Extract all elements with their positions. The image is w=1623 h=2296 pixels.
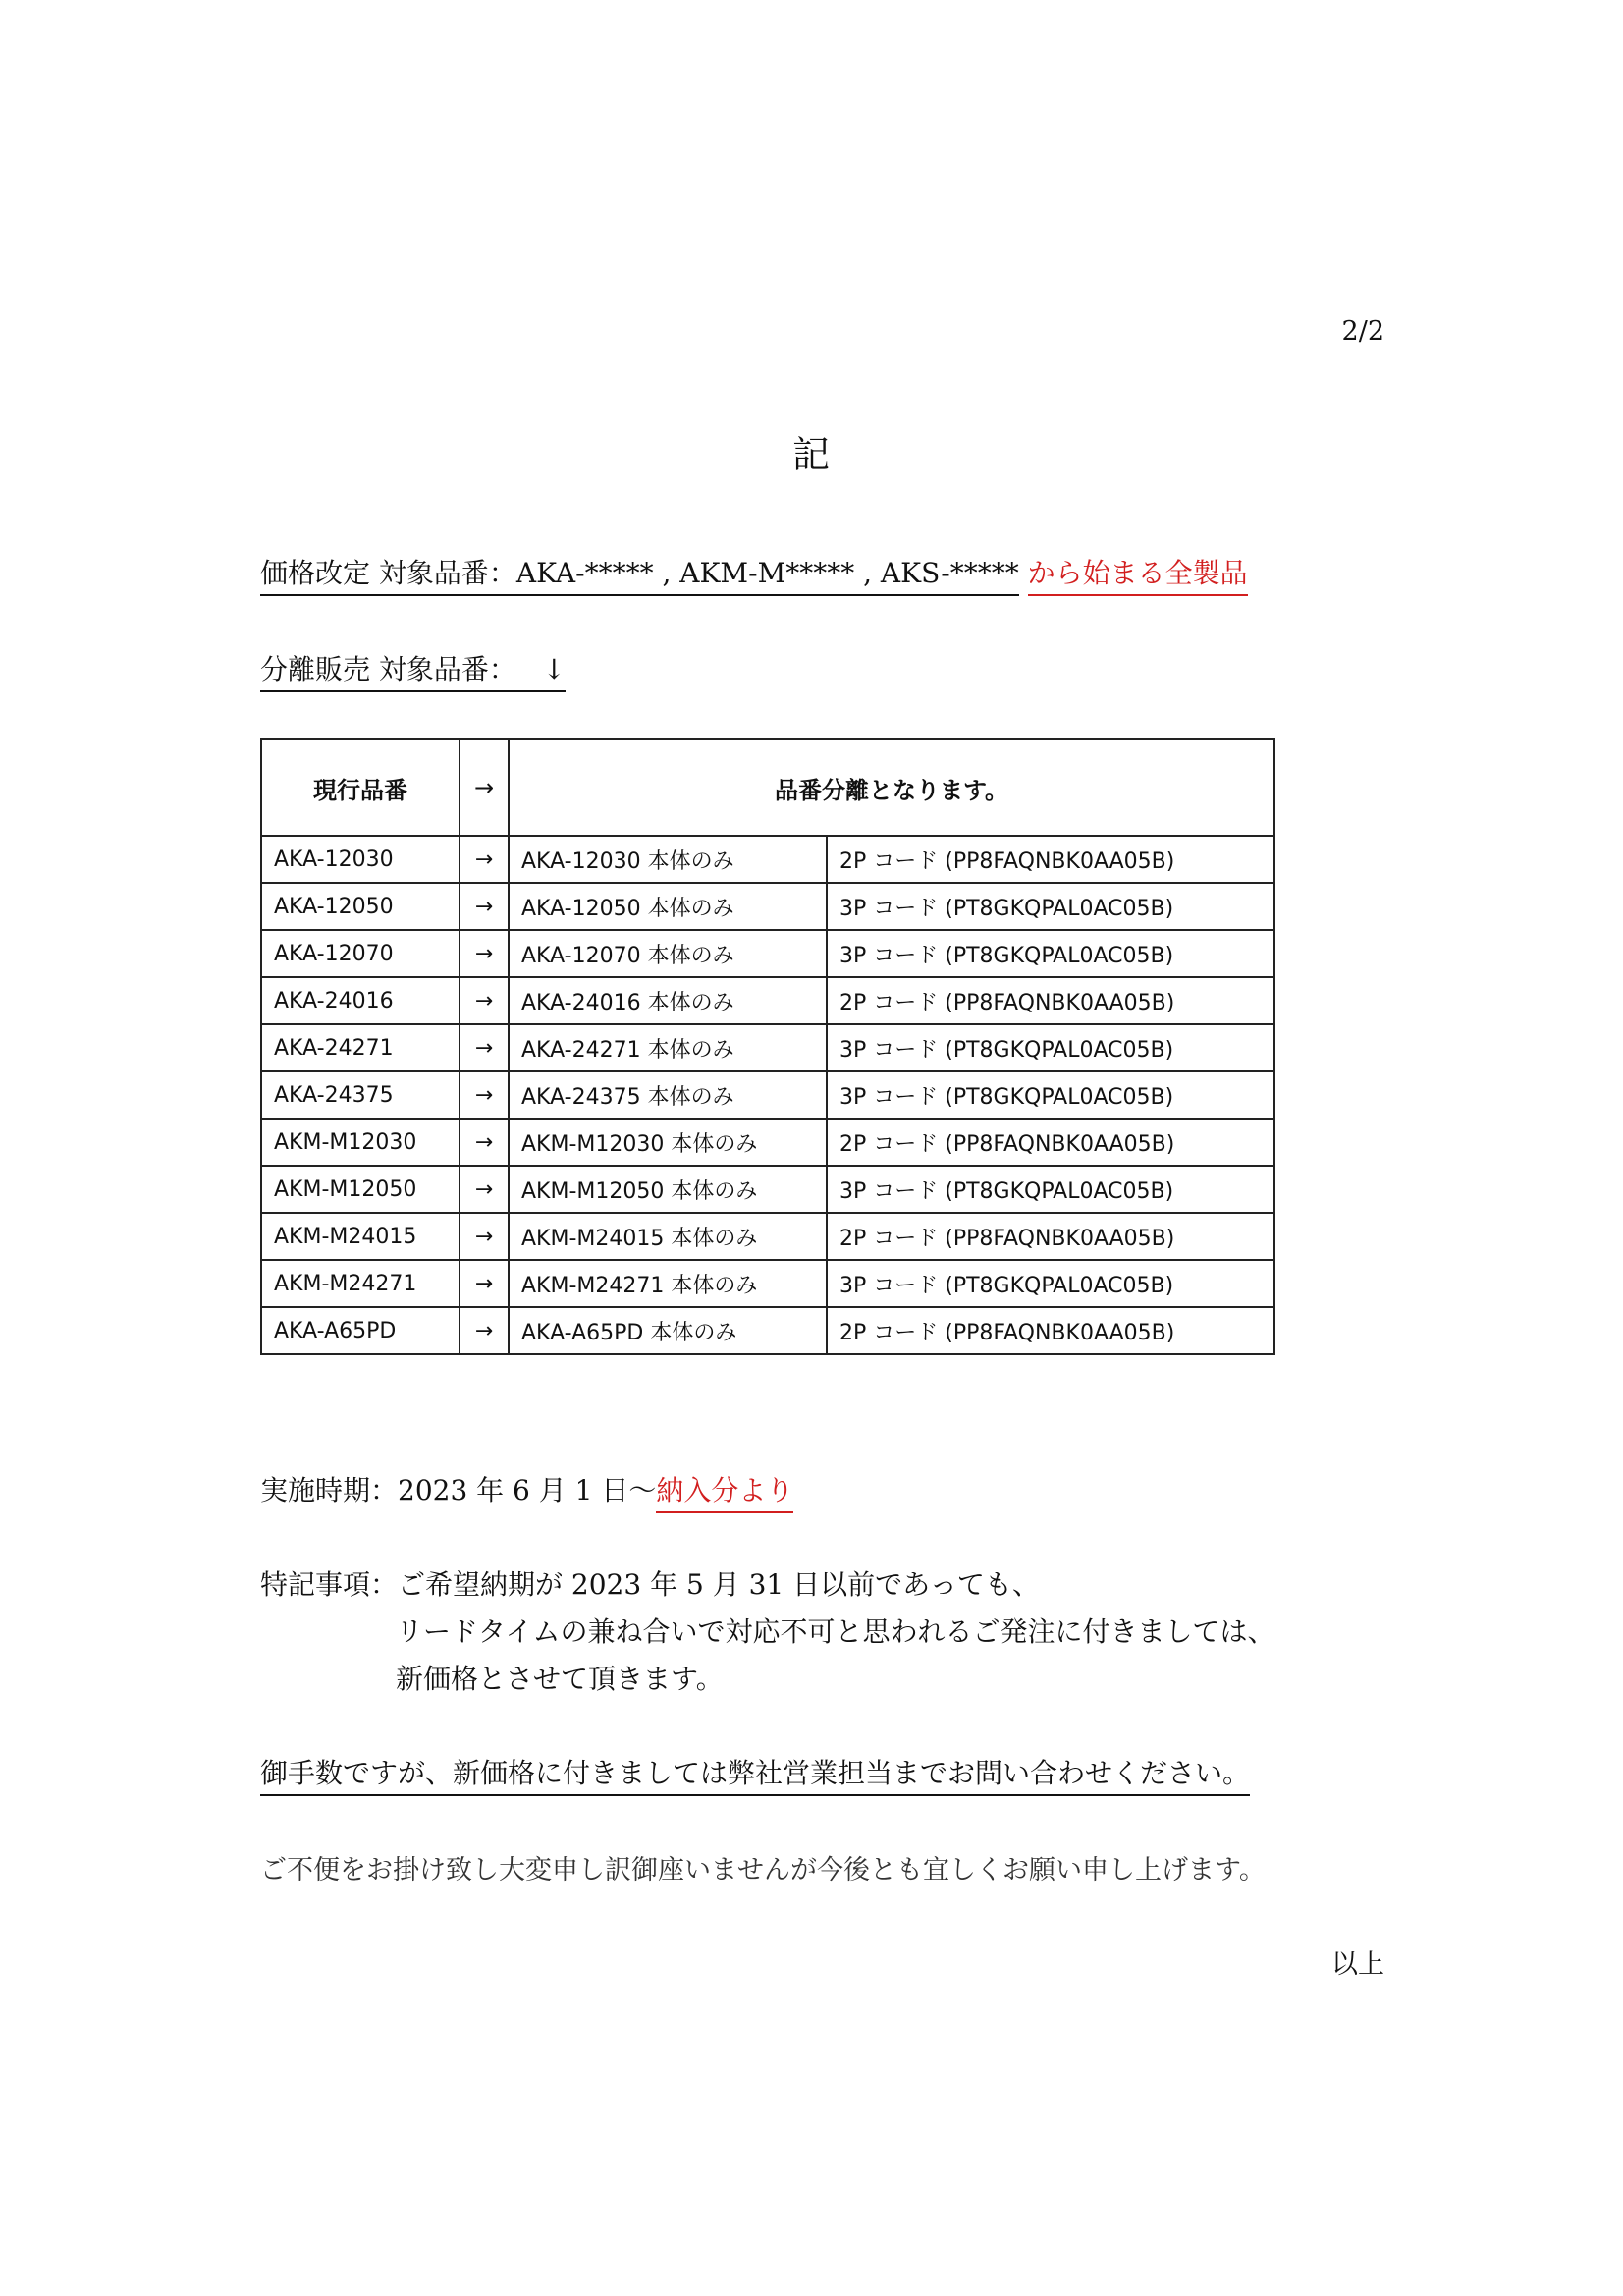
- arrow-cell: →: [460, 1213, 509, 1260]
- effective-date-highlight: 納入分より: [656, 1474, 793, 1513]
- body-only-cell: AKA-12030 本体のみ: [509, 836, 827, 883]
- cord-cell: 3P コード (PT8GKQPAL0AC05B): [827, 930, 1274, 977]
- table-row: [261, 977, 1274, 1024]
- table-row: [261, 1213, 1274, 1260]
- price-revision-prefix: 価格改定 対象品番：: [260, 557, 516, 589]
- cord-cell: 2P コード (PP8FAQNBK0AA05B): [827, 1119, 1274, 1166]
- table-row: [261, 1260, 1274, 1307]
- body-only-cell: AKA-12070 本体のみ: [509, 930, 827, 977]
- arrow-cell: →: [460, 1166, 509, 1213]
- table-row: [261, 1119, 1274, 1166]
- table-row: [261, 883, 1274, 930]
- apology-text: ご不便をお掛け致し大変申し訳御座いませんが今後とも宜しくお願い申し上げます。: [260, 1855, 1266, 1886]
- effective-date-prefix: 実施時期：2023 年 6 月 1 日〜: [260, 1474, 657, 1506]
- arrow-cell: →: [460, 836, 509, 883]
- body-only-cell: AKA-24271 本体のみ: [509, 1024, 827, 1071]
- cord-cell: 2P コード (PP8FAQNBK0AA05B): [827, 1307, 1274, 1354]
- cord-cell: 3P コード (PT8GKQPAL0AC05B): [827, 1260, 1274, 1307]
- table-row: [261, 1307, 1274, 1354]
- separate-sale-label: 分離販売 対象品番：: [260, 653, 516, 685]
- body-only-cell: AKA-A65PD 本体のみ: [509, 1307, 827, 1354]
- table-row: [261, 1024, 1274, 1071]
- current-part-cell: AKA-12050: [261, 883, 460, 930]
- special-notes-line3: 新価格とさせて頂きます。: [396, 1663, 724, 1695]
- body-only-cell: AKM-M24271 本体のみ: [509, 1260, 827, 1307]
- arrow-cell: →: [460, 1071, 509, 1119]
- special-notes-text1: ご希望納期が 2023 年 5 月 31 日以前であっても、: [398, 1568, 1040, 1601]
- cord-cell: 3P コード (PT8GKQPAL0AC05B): [827, 1024, 1274, 1071]
- arrow-cell: →: [460, 1260, 509, 1307]
- effective-date-line: [260, 1469, 793, 1508]
- closing-text: 以上: [1331, 1949, 1384, 1980]
- body-only-cell: AKM-M12050 本体のみ: [509, 1166, 827, 1213]
- current-part-cell: AKA-24375: [261, 1071, 460, 1119]
- separation-table: [260, 738, 1275, 1355]
- inquiry-note-text: 御手数ですが、新価格に付きましては弊社営業担当までお問い合わせください。: [260, 1757, 1250, 1796]
- body-only-cell: AKM-M12030 本体のみ: [509, 1119, 827, 1166]
- arrow-cell: →: [460, 883, 509, 930]
- price-revision-target: [260, 557, 1019, 596]
- cord-cell: 3P コード (PT8GKQPAL0AC05B): [827, 1166, 1274, 1213]
- special-notes-line2: リードタイムの兼ね合いで対応不可と思われるご発注に付きましては、: [396, 1615, 1275, 1648]
- table-header-row: [261, 739, 1274, 836]
- table-row: [261, 930, 1274, 977]
- arrow-cell: →: [460, 1307, 509, 1354]
- table-row: [261, 836, 1274, 883]
- special-notes-label: 特記事項：: [260, 1568, 399, 1601]
- cord-cell: 3P コード (PT8GKQPAL0AC05B): [827, 883, 1274, 930]
- special-notes-line1: [260, 1563, 1040, 1603]
- heading-ki: 記: [791, 433, 830, 476]
- table-row: [261, 1166, 1274, 1213]
- current-part-cell: AKA-12070: [261, 930, 460, 977]
- header-current-part: 現行品番: [261, 739, 460, 836]
- price-revision-line: [260, 552, 1248, 591]
- cord-cell: 2P コード (PP8FAQNBK0AA05B): [827, 977, 1274, 1024]
- arrow-cell: →: [460, 1024, 509, 1071]
- arrow-cell: →: [460, 1119, 509, 1166]
- separate-sale-line: [260, 648, 566, 687]
- price-revision-codes: AKA-***** , AKM-M***** , AKS-*****: [515, 557, 1019, 589]
- header-separated: 品番分離となります。: [509, 739, 1274, 836]
- price-revision-suffix: から始まる全製品: [1028, 557, 1248, 596]
- cord-cell: 3P コード (PT8GKQPAL0AC05B): [827, 1071, 1274, 1119]
- cord-cell: 2P コード (PP8FAQNBK0AA05B): [827, 1213, 1274, 1260]
- body-only-cell: AKA-12050 本体のみ: [509, 883, 827, 930]
- page-number: 2/2: [1341, 316, 1384, 347]
- down-arrow-icon: ↓: [542, 653, 567, 685]
- arrow-cell: →: [460, 930, 509, 977]
- current-part-cell: AKM-M24271: [261, 1260, 460, 1307]
- header-arrow: →: [460, 739, 509, 836]
- current-part-cell: AKM-M24015: [261, 1213, 460, 1260]
- body-only-cell: AKA-24375 本体のみ: [509, 1071, 827, 1119]
- current-part-cell: AKA-12030: [261, 836, 460, 883]
- cord-cell: 2P コード (PP8FAQNBK0AA05B): [827, 836, 1274, 883]
- current-part-cell: AKM-M12030: [261, 1119, 460, 1166]
- current-part-cell: AKM-M12050: [261, 1166, 460, 1213]
- separate-sale-underlined: [260, 653, 566, 692]
- current-part-cell: AKA-24016: [261, 977, 460, 1024]
- table-row: [261, 1071, 1274, 1119]
- current-part-cell: AKA-24271: [261, 1024, 460, 1071]
- current-part-cell: AKA-A65PD: [261, 1307, 460, 1354]
- inquiry-note: [260, 1752, 1250, 1791]
- arrow-cell: →: [460, 977, 509, 1024]
- body-only-cell: AKA-24016 本体のみ: [509, 977, 827, 1024]
- body-only-cell: AKM-M24015 本体のみ: [509, 1213, 827, 1260]
